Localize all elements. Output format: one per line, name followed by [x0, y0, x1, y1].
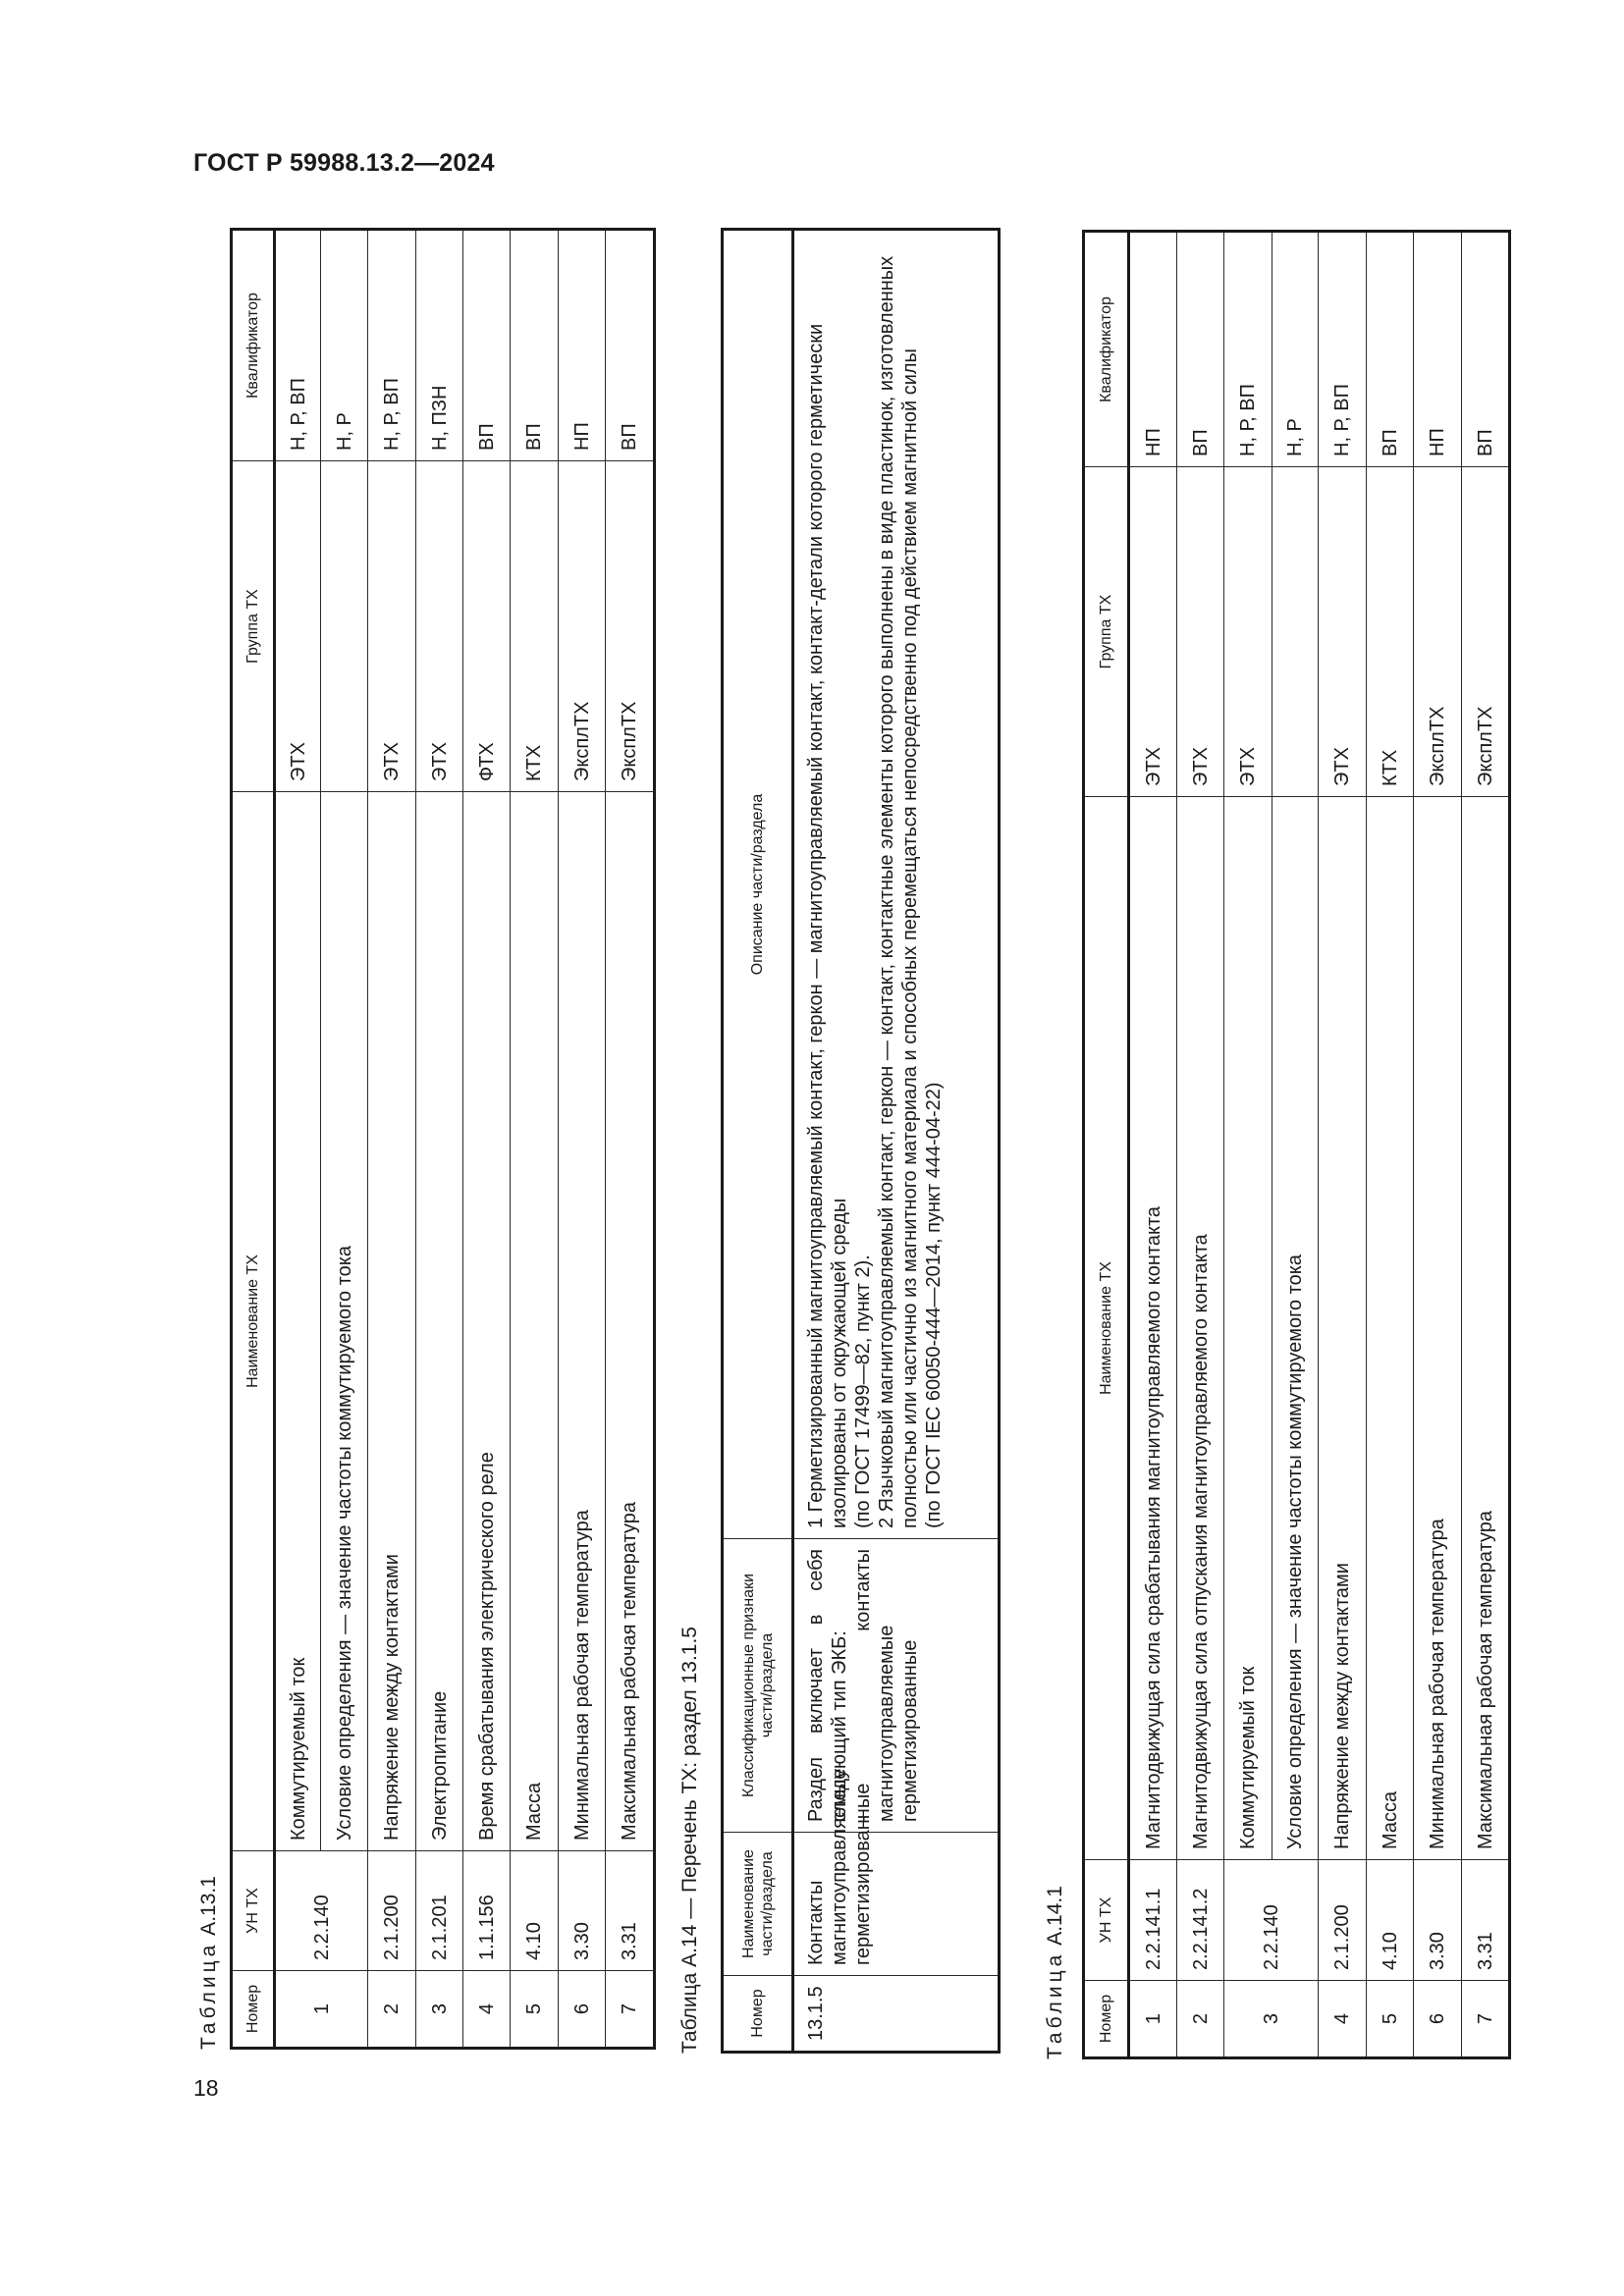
col-header-number: Номер: [1084, 1981, 1129, 2058]
table-a141-caption: Таблица А.14.1: [1044, 1886, 1066, 2059]
col-header-name: Наименование ТХ: [1084, 797, 1129, 1860]
table-row: 4 1.1.156 Время срабатывания электрического реле ФТХ ВП: [463, 230, 511, 2049]
table-a131-caption: Таблица А.13.1: [197, 1876, 220, 2050]
document-header: ГОСТ Р 59988.13.2—2024: [193, 149, 495, 177]
table-row: Условие определения — значение частоты коммутируемого тока Н, Р: [1272, 232, 1319, 2058]
col-header-description: Описание части/раздела: [723, 230, 793, 1539]
table-row: 4 2.1.200 Напряжение между контактами ЭТХ Н, Р, ВП: [1319, 232, 1367, 2058]
table-row: 5 4.10 Масса КТХ ВП: [511, 230, 559, 2049]
col-header-qualifier: Квалификатор: [232, 230, 275, 461]
table-row: 2 2.2.141.2 Магнитодвижущая сила отпускания магнитоуправляемого контакта ЭТХ ВП: [1177, 232, 1224, 2058]
table-row: Условие определения — значение частоты коммутируемого тока Н, Р: [321, 230, 368, 2049]
col-header-features: Классификационные признаки части/раздела: [723, 1539, 793, 1833]
col-header-number: Номер: [232, 1971, 275, 2049]
col-header-section-name: Наименование части/раздела: [723, 1833, 793, 1976]
table-a14-caption: Таблица А.14 — Перечень ТХ: раздел 13.1.5: [678, 1627, 701, 2054]
table-a14-block: [677, 231, 1001, 2054]
table-a131: [230, 228, 656, 2050]
col-header-number: Номер: [723, 1976, 793, 2053]
col-header-group: Группа ТХ: [232, 461, 275, 792]
table-row: 13.1.5 Контакты магнитоуправляемые герметизированные Раздел включает в себя следующий тип ЭКБ: - контакты магнитоуправляемые герметизированные 1 Герметизированный магнитоуправляемый контакт, геркон — магнитоуправляемый контакт, контакт-детали которого герметически изолированы от окружающей среды (по ГОСТ 17499—82, пункт 2). 2 Язычковый магнитоуправляемый контакт, геркон — контакт, контактные элементы которого выполнены в виде пластинок, изготовленных полностью или частично из магнитного материала и способных перемещаться непосредственно под действием магнитной силы (по ГОСТ IEC 60050-444—2014, пункт 444-04-22): [793, 230, 1000, 2053]
page-number: 18: [193, 2075, 219, 2101]
col-header-group: Группа ТХ: [1084, 467, 1129, 797]
table-row: 7 3.31 Максимальная рабочая температура ЭксплТХ ВП: [606, 230, 655, 2049]
table-row: 1 2.2.141.1 Магнитодвижущая сила срабатывания магнитоуправляемого контакта ЭТХ НП: [1129, 232, 1177, 2058]
table-row: 5 4.10 Масса КТХ ВП: [1367, 232, 1414, 2058]
col-header-name: Наименование ТХ: [232, 792, 275, 1851]
col-header-qualifier: Квалификатор: [1084, 232, 1129, 467]
col-header-code: УН ТХ: [1084, 1860, 1129, 1981]
table-row: 6 3.30 Минимальная рабочая температура ЭксплТХ НП: [1414, 232, 1462, 2058]
table-row: 3 2.2.140 Коммутируемый ток ЭТХ Н, Р, ВП: [1224, 232, 1272, 2058]
table-a14: [721, 228, 1001, 2054]
table-a141: [1082, 230, 1511, 2059]
col-header-code: УН ТХ: [232, 1851, 275, 1971]
table-row: 7 3.31 Максимальная рабочая температура ЭксплТХ ВП: [1462, 232, 1510, 2058]
table-a141-block: [1043, 233, 1511, 2059]
table-row: 3 2.1.201 Электропитание ЭТХ Н, ПЗН: [416, 230, 463, 2049]
table-row: 2 2.1.200 Напряжение между контактами ЭТХ Н, Р, ВП: [368, 230, 416, 2049]
table-row: 6 3.30 Минимальная рабочая температура ЭксплТХ НП: [559, 230, 606, 2049]
table-a131-block: [196, 231, 656, 2050]
table-row: 1 2.2.140 Коммутируемый ток ЭТХ Н, Р, ВП: [275, 230, 321, 2049]
